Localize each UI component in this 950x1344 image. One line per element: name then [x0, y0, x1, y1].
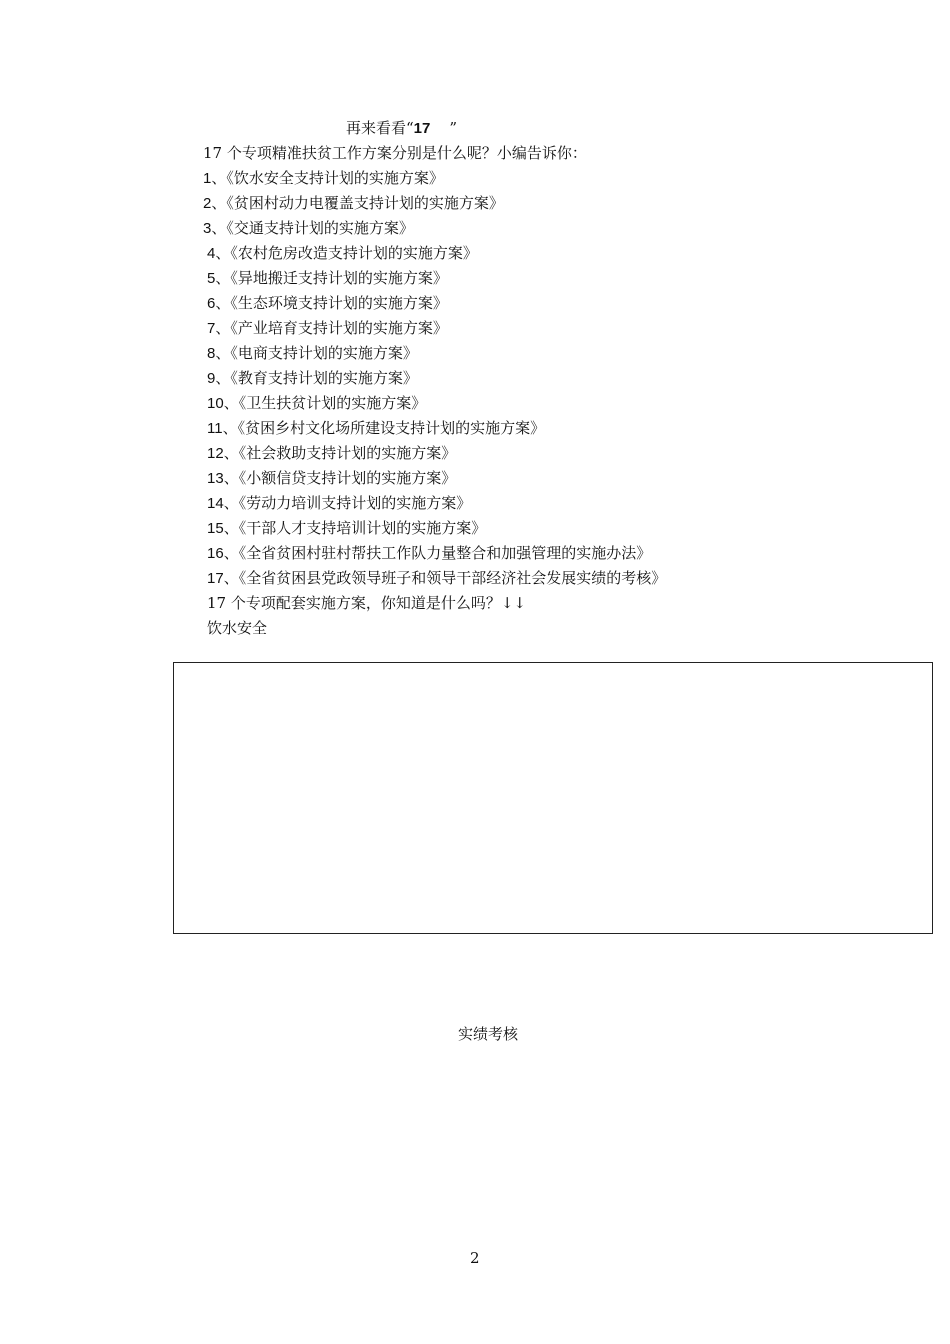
heading-prefix: 再来看看“	[346, 119, 414, 137]
section-heading	[346, 118, 457, 139]
list-item: 10、《卫生扶贫计划的实施方案》	[207, 394, 427, 412]
image-placeholder	[173, 662, 933, 934]
list-item: 17、《全省贫困县党政领导班子和领导干部经济社会发展实绩的考核》	[207, 569, 667, 587]
question-text: 17 个专项配套实施方案，你知道是什么吗？↓↓	[207, 594, 526, 612]
list-item: 1、《饮水安全支持计划的实施方案》	[203, 169, 444, 187]
list-item: 15、《干部人才支持培训计划的实施方案》	[207, 519, 487, 537]
list-item: 9、《教育支持计划的实施方案》	[207, 369, 418, 387]
list-item: 6、《生态环境支持计划的实施方案》	[207, 294, 448, 312]
list-item: 13、《小额信贷支持计划的实施方案》	[207, 469, 457, 487]
list-item: 8、《电商支持计划的实施方案》	[207, 344, 418, 362]
list-item: 2、《贫困村动力电覆盖支持计划的实施方案》	[203, 194, 504, 212]
list-item: 11、《贫困乡村文化场所建设支持计划的实施方案》	[207, 419, 546, 437]
list-item: 16、《全省贫困村驻村帮扶工作队力量整合和加强管理的实施办法》	[207, 544, 652, 562]
caption-text: 实绩考核	[458, 1025, 519, 1043]
intro-text: 17 个专项精准扶贫工作方案分别是什么呢？小编告诉你：	[203, 144, 587, 162]
list-item: 5、《异地搬迁支持计划的实施方案》	[207, 269, 448, 287]
list-item: 14、《劳动力培训支持计划的实施方案》	[207, 494, 472, 512]
list-item: 12、《社会救助支持计划的实施方案》	[207, 444, 457, 462]
heading-number: 17	[413, 120, 431, 137]
list-item: 4、《农村危房改造支持计划的实施方案》	[207, 244, 478, 262]
list-item: 3、《交通支持计划的实施方案》	[203, 219, 414, 237]
page-number: 2	[470, 1249, 480, 1267]
section-label: 饮水安全	[207, 619, 268, 637]
heading-suffix: ”	[430, 119, 458, 137]
list-item: 7、《产业培育支持计划的实施方案》	[207, 319, 448, 337]
